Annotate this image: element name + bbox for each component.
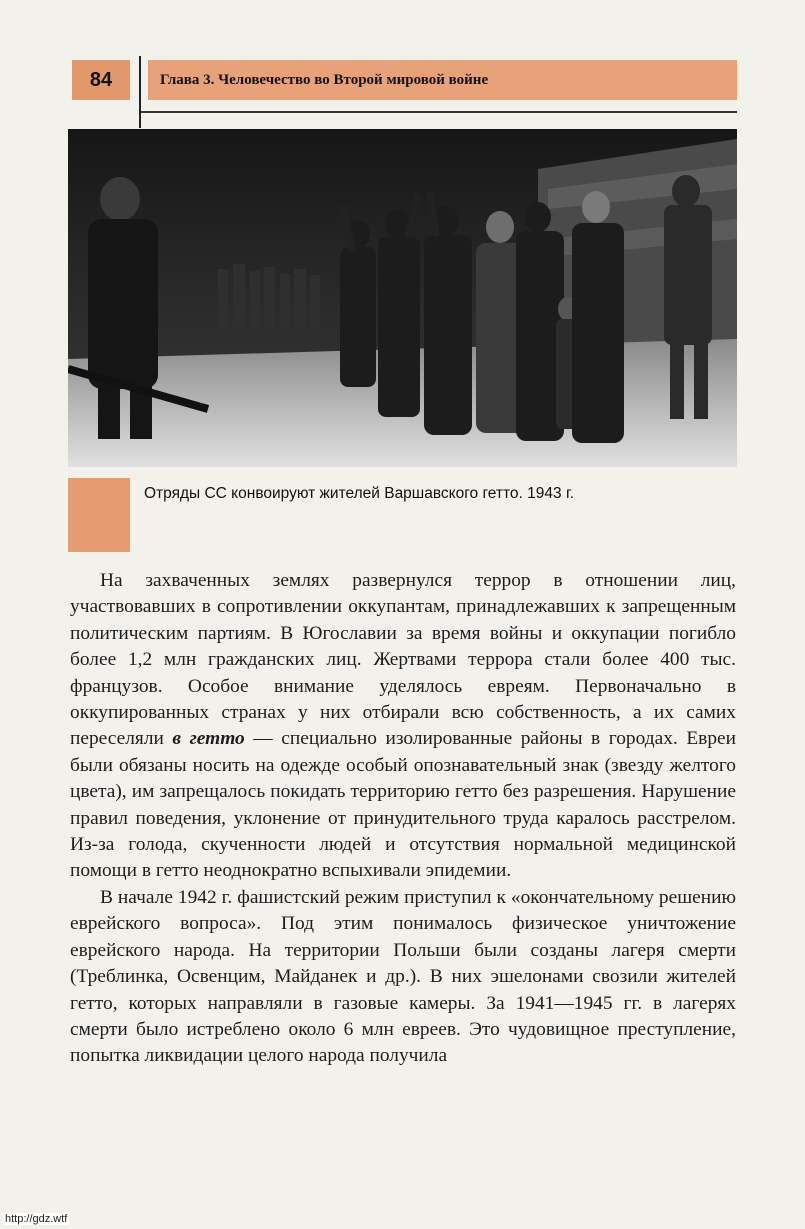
- body-text: [70, 568, 736, 1070]
- header-divider-vertical: [139, 56, 141, 128]
- paragraph-1: [70, 568, 736, 885]
- watermark-url: http://gdz.wtf: [5, 1213, 68, 1225]
- term-ghetto: в гетто: [172, 728, 245, 750]
- paragraph-1-end: — специально изолированные районы в городах. Евреи были обязаны носить на одежде особый опознавательный знак (звезду желтого цвета), им запрещалось покидать территорию гетто без разрешения. Нарушение правил поведения, уклонение от принудительного труда каралось расстрелом. Из-за голода, скученности людей и отсутствия нормальной медицинской помощи в гетто неоднократно вспыхивали эпидемии.: [70, 728, 737, 882]
- paragraph-1-start: На захваченных землях развернулся террор в отношении лиц, участвовавших в сопротивлении оккупантам, принадлежавших к запрещенным политическим партиям. В Югославии за время войны и оккупации погибло более 1,2 млн гражданских лиц. Жертвами террора стали более 400 тыс. французов. Особое внимание уделялось евреям. Первоначально в оккупированных странах у них отбирали всю собственность, а их самих переселяли: [70, 570, 736, 750]
- caption-accent-tab: [68, 478, 130, 552]
- historical-photo: [68, 129, 737, 467]
- chapter-header-bar: [148, 60, 737, 100]
- page-number-box: [72, 60, 130, 100]
- distant-crowd: [218, 264, 320, 331]
- chapter-title: Глава 3. Человечество во Второй мировой войне: [160, 71, 489, 88]
- paragraph-2: В начале 1942 г. фашистский режим приступил к «окончательному решению еврейского вопроса». Под этим понималось физическое уничтожение еврейского народа. На территории Польши были созданы лагеря смерти (Треблинка, Освенцим, Майданек и др.). В них эшелонами свозили жителей гетто, которых направляли в газовые камеры. За 1941—1945 гг. в лагерях смерти было истреблено около 6 млн евреев. Это чудовищное преступление, попытка ликвидации целого народа получила: [70, 886, 736, 1067]
- header-divider-horizontal: [141, 111, 737, 113]
- photo-illustration: [68, 129, 737, 467]
- page-number: 84: [89, 68, 113, 91]
- photo-caption: Отряды СС конвоируют жителей Варшавского гетто. 1943 г.: [144, 485, 575, 502]
